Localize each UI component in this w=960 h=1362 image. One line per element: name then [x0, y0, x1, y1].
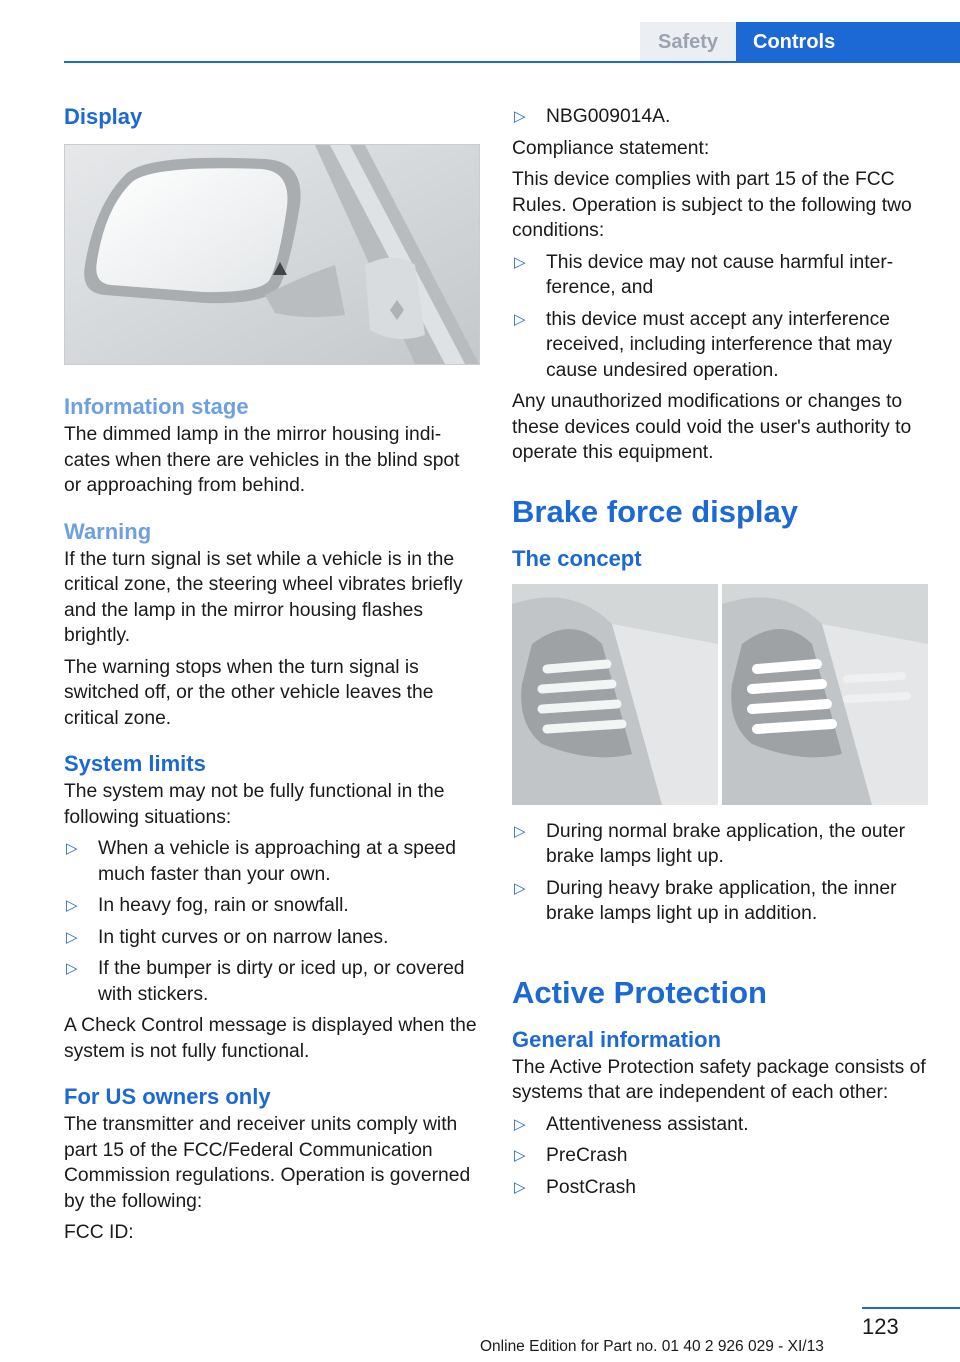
list-item	[64, 925, 480, 951]
bullet-icon: ▷	[514, 879, 526, 897]
info-stage-text: The dimmed lamp in the mirror housing indicates when there are vehicles in the blind spot or approaching from behind.	[64, 424, 460, 496]
list-item	[64, 836, 480, 887]
us-owners-heading: For US owners only	[64, 1084, 271, 1109]
list-item-text: this device must accept any interference received, including interference that may cause undesired operation.	[546, 308, 893, 381]
side-mirror-illustration	[65, 145, 479, 364]
modifications-text: Any unauthorized modifications or changes to these devices could void the user's authority to operate this equipment.	[512, 391, 912, 463]
left-column	[64, 100, 480, 1252]
bullet-icon: ▷	[514, 1147, 526, 1164]
system-limits-heading: System limits	[64, 751, 206, 776]
system-limits-after: A Check Control message is displayed when the system is not fully functional.	[64, 1015, 477, 1062]
warning-text-1: If the turn signal is set while a vehicle is in the critical zone, the steering wheel vibrates briefly and the lamp in the mirror housing flashes brightly.	[64, 548, 463, 646]
bullet-icon: ▷	[514, 310, 526, 328]
brake-lamp-heavy-illustration	[722, 584, 928, 805]
page-number: 123	[862, 1314, 899, 1339]
list-item-text: This device may not cause harmful interference, and	[546, 251, 894, 298]
list-item-text: When a vehicle is approaching at a speed much faster than your own.	[98, 838, 457, 885]
fcc-id-list	[512, 104, 928, 130]
general-info-list	[512, 1112, 928, 1201]
mirror-image	[64, 144, 480, 365]
brake-force-heading: Brake force display	[512, 493, 799, 529]
bullet-icon: ▷	[66, 897, 78, 914]
bullet-icon: ▷	[66, 928, 78, 946]
general-info-heading: General information	[512, 1026, 722, 1052]
list-item	[64, 956, 480, 1007]
list-item-text: PreCrash	[546, 1145, 628, 1166]
list-item-text: During normal brake application, the outer brake lamps light up.	[546, 820, 906, 867]
warning-heading: Warning	[64, 518, 152, 544]
header-rule	[64, 61, 960, 63]
fcc-id-label: FCC ID:	[64, 1222, 134, 1243]
list-item-text: During heavy brake application, the inner brake lamps light up in addition.	[546, 877, 897, 924]
general-info-text: The Active Protection safety package consists of systems that are independent of each other:	[512, 1056, 926, 1103]
list-item	[512, 819, 928, 870]
concept-heading: The concept	[512, 545, 642, 571]
active-protection-heading: Active Protection	[512, 974, 767, 1010]
system-limits-text: The system may not be fully functional in the following situations:	[64, 781, 445, 828]
compliance-text: This device complies with part 15 of the FCC Rules. Operation is subject to the following two conditions:	[512, 169, 912, 241]
bullet-icon: ▷	[514, 108, 526, 125]
warning-text-2: The warning stops when the turn signal is switched off, or the other vehicle leaves the critical zone.	[64, 656, 434, 729]
list-item	[512, 1175, 928, 1201]
system-limits-list	[64, 836, 480, 1007]
edition-footer: Online Edition for Part no. 01 40 2 926 029 - XI/13	[480, 1338, 824, 1355]
list-item	[64, 893, 480, 919]
tab-safety[interactable]: Safety	[640, 22, 736, 62]
brake-lamp-normal-illustration	[512, 584, 718, 805]
list-item-text: Attentiveness assistant.	[546, 1113, 749, 1135]
list-item	[512, 1112, 928, 1138]
bullet-icon: ▷	[66, 960, 78, 977]
brake-lamps-image	[512, 584, 928, 805]
footer-rule	[862, 1307, 960, 1309]
list-item-text: NBG009014A.	[546, 106, 671, 127]
list-item-text: PostCrash	[546, 1176, 637, 1198]
tab-controls[interactable]: Controls	[736, 22, 960, 62]
compliance-label: Compliance statement:	[512, 137, 710, 159]
list-item	[512, 876, 928, 927]
brake-list	[512, 819, 928, 927]
bullet-icon: ▷	[514, 1115, 526, 1133]
right-column	[512, 104, 928, 1206]
bullet-icon: ▷	[66, 840, 78, 857]
list-item	[512, 307, 928, 384]
list-item	[512, 104, 928, 130]
bullet-icon: ▷	[514, 253, 526, 271]
bullet-icon: ▷	[514, 822, 526, 840]
list-item	[512, 1143, 928, 1169]
list-item-text: If the bumper is dirty or iced up, or covered with stickers.	[98, 958, 465, 1005]
conditions-list	[512, 250, 928, 384]
display-heading: Display	[64, 104, 143, 129]
info-stage-heading: Information stage	[64, 394, 249, 419]
us-owners-text: The transmitter and receiver units comply with part 15 of the FCC/Federal Communication Commission regulations. Operation is governed by the following:	[64, 1114, 471, 1212]
bullet-icon: ▷	[514, 1178, 526, 1196]
list-item-text: In heavy fog, rain or snowfall.	[98, 895, 349, 916]
list-item	[512, 250, 928, 301]
list-item-text: In tight curves or on narrow lanes.	[98, 926, 389, 948]
